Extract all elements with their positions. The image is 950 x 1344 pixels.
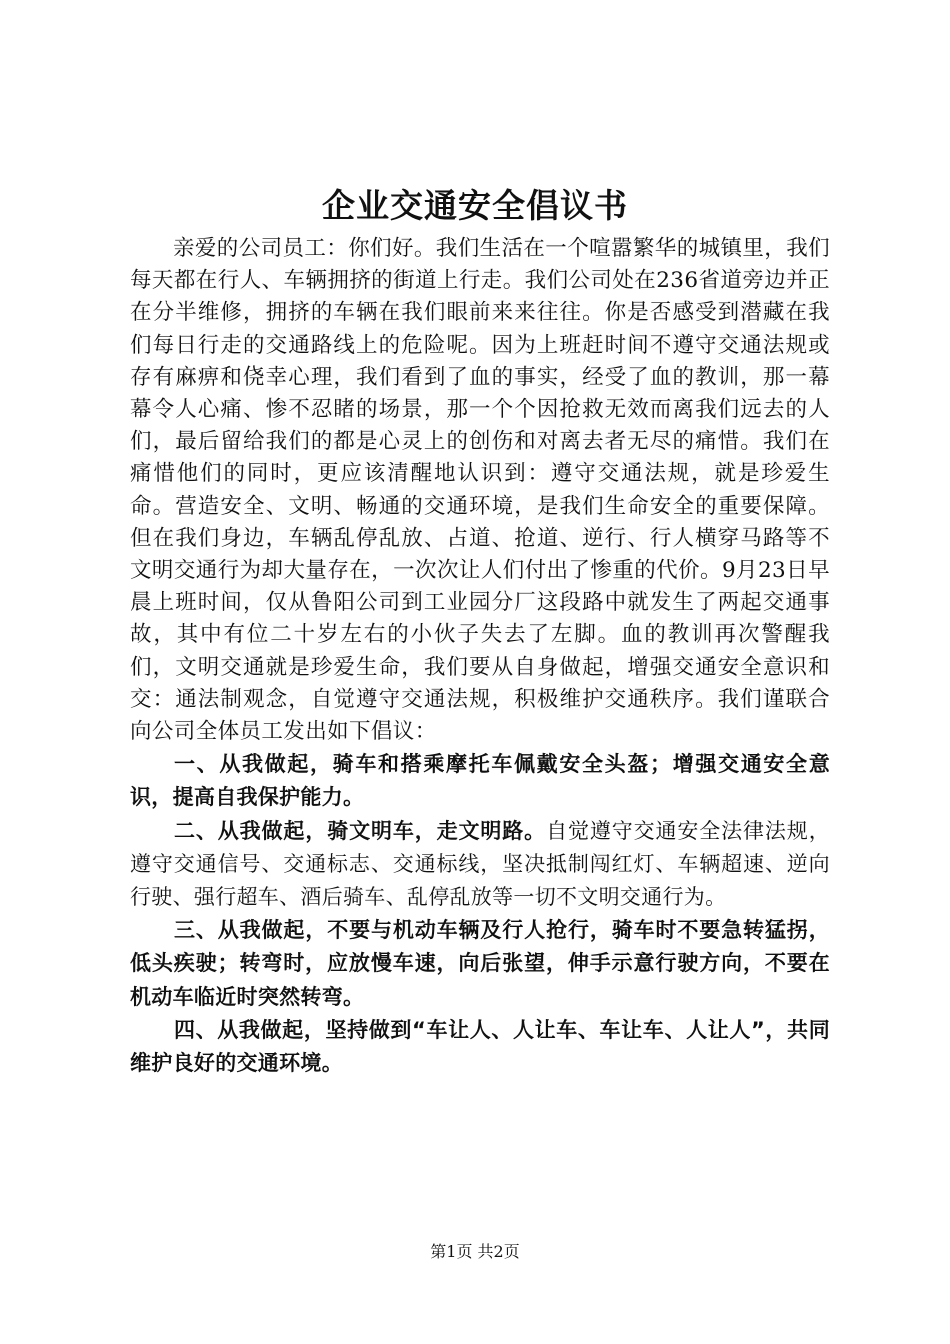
- intro-paragraph: 亲爱的公司员工：你们好。我们生活在一个喧嚣繁华的城镇里，我们每天都在行人、车辆拥挤的街道上行走。我们公司处在236省道旁边并正在分半维修，拥挤的车辆在我们眼前来来往往。你是否感受到潜藏在我们每日行走的交通路线上的危险呢。因为上班赶时间不遵守交通法规或存有麻痹和侥幸心理，我们看到了血的事实，经受了血的教训，那一幕幕令人心痛、惨不忍睹的场景，那一个个因抢救无效而离我们远去的人们，最后留给我们的都是心灵上的创伤和对离去者无尽的痛惜。我们在痛惜他们的同时，更应该清醒地认识到：遵守交通法规，就是珍爱生命。营造安全、文明、畅通的交通环境，是我们生命安全的重要保障。但在我们身边，车辆乱停乱放、占道、抢道、逆行、行人横穿马路等不文明交通行为却大量存在，一次次让人们付出了惨重的代价。9月23日早晨上班时间，仅从鲁阳公司到工业园分厂这段路中就发生了两起交通事故，其中有位二十岁左右的小伙子失去了左脚。血的教训再次警醒我们，文明交通就是珍爱生命，我们要从自身做起，增强交通安全意识和交：通法制观念，自觉遵守交通法规，积极维护交通秩序。我们谨联合向公司全体员工发出如下倡议：: [130, 236, 831, 745]
- proposal-item-3: [130, 914, 830, 1014]
- proposal-item-1-bold: 一、从我做起，骑车和搭乘摩托车佩戴安全头盔；增强交通安全意识，提高自我保护能力。: [130, 752, 830, 810]
- proposal-item-3-bold: 三、从我做起，不要与机动车辆及行人抢行，骑车时不要急转猛拐，低头疾驶；转弯时，应放慢车速，向后张望，伸手示意行驶方向，不要在机动车临近时突然转弯。: [130, 918, 830, 1009]
- proposal-item-2: [130, 815, 830, 915]
- proposal-item-2-normal: 自觉遵守交通安全法律法规，遵守交通信号、交通标志、交通标线，坚决抵制闯红灯、车辆超速、逆向行驶、强行超车、酒后骑车、乱停乱放等一切不文明交通行为。: [130, 818, 830, 910]
- proposal-item-2-bold: 二、从我做起，骑文明车，走文明路。: [174, 818, 547, 843]
- proposal-item-1: [130, 748, 830, 814]
- document-title: 企业交通安全倡议书: [322, 186, 628, 225]
- page-footer: 第1页 共2页: [430, 1242, 520, 1261]
- proposal-item-4-bold: 四、从我做起，坚持做到“车让人、人让车、车让车、人让人”，共同维护良好的交通环境。: [130, 1017, 830, 1076]
- proposal-item-4: [130, 1014, 830, 1080]
- document-body: [130, 233, 830, 1080]
